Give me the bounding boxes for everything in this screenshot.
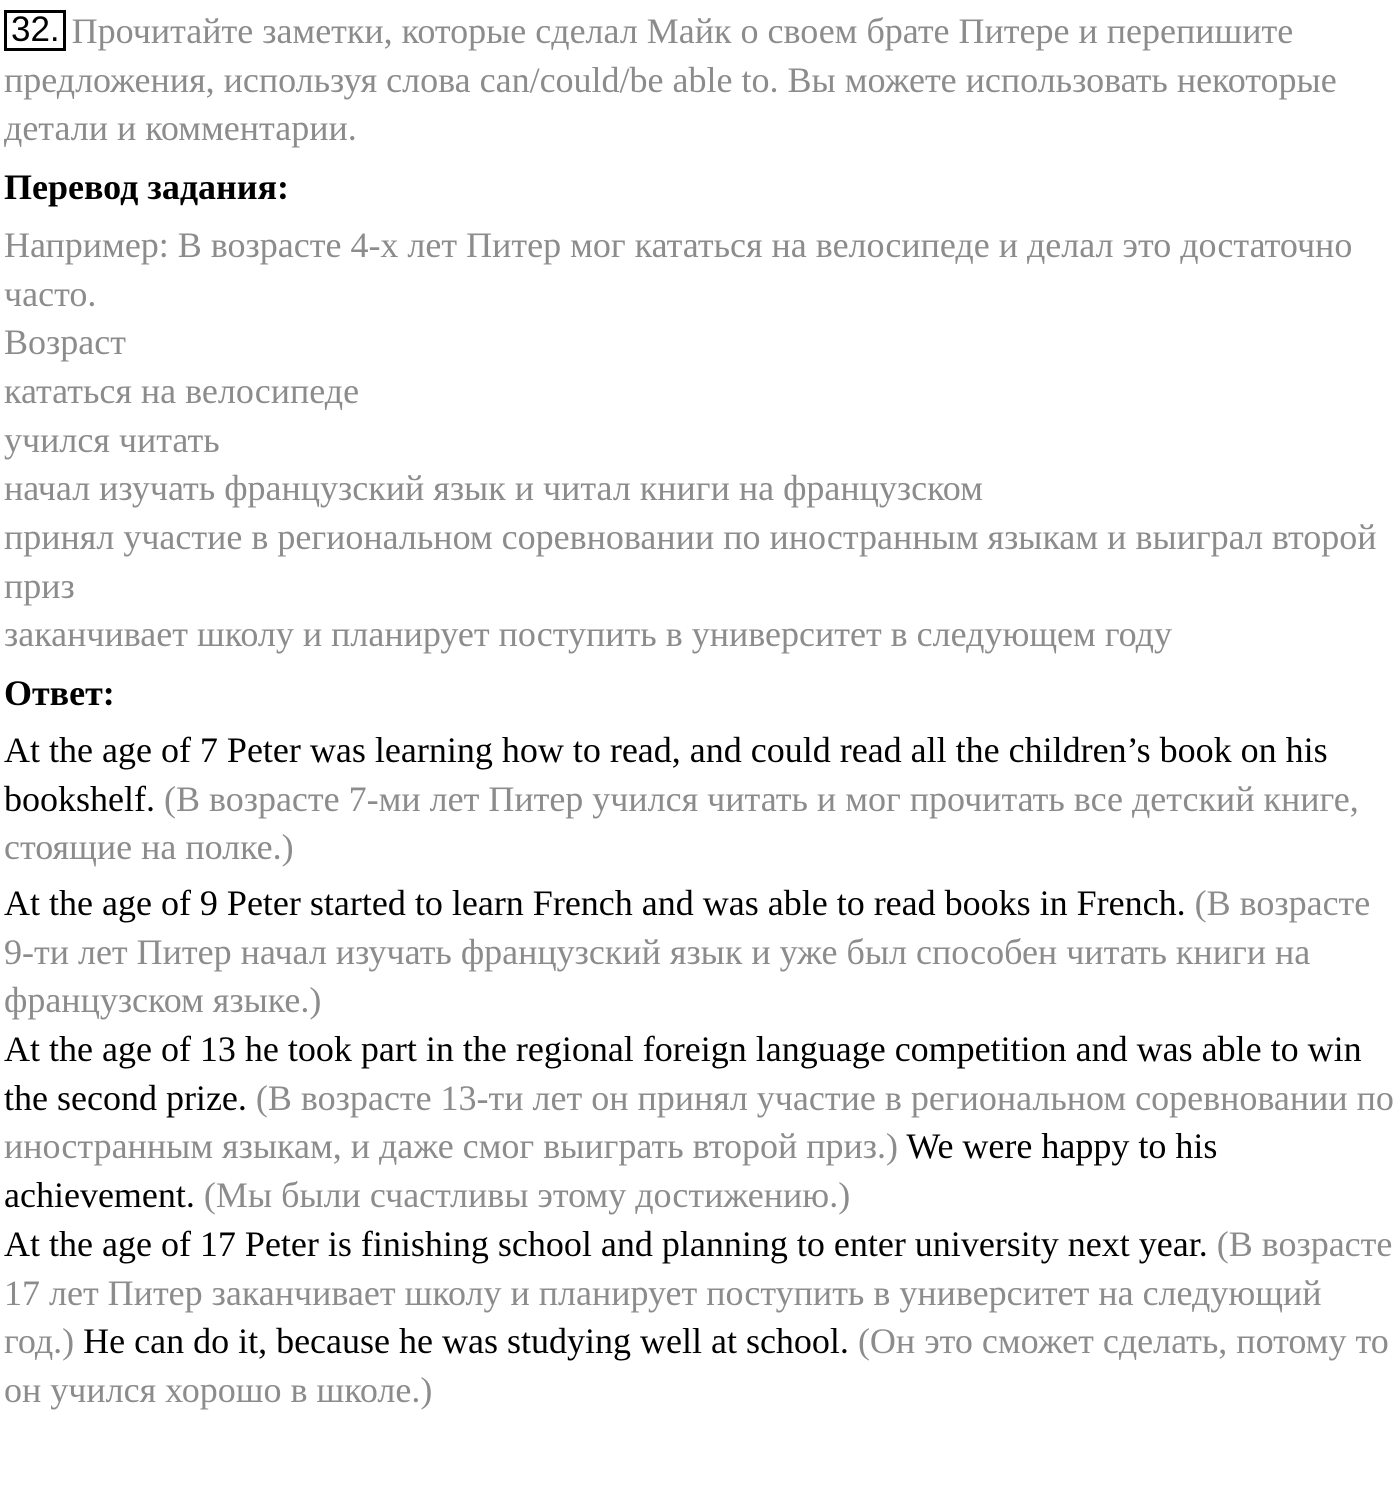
answer-heading: Ответ: bbox=[4, 673, 115, 714]
answer-paragraph-age-13 bbox=[4, 1025, 1396, 1220]
answer-ru-translation: (В возрасте 9-ти лет Питер начал изучать французский язык и уже был способен читать книги на французском языке.) bbox=[4, 882, 1371, 1021]
answer-en-sentence: At the age of 17 Peter is finishing school and planning to enter university next year. bbox=[4, 1223, 1208, 1264]
note-item-french: начал изучать французский язык и читал книги на французском bbox=[4, 468, 983, 509]
note-item-competition: принял участие в региональном соревновании по иностранным языкам и выиграл второй приз bbox=[4, 517, 1377, 606]
translation-notes-list bbox=[4, 318, 1396, 659]
translation-example: Например: В возрасте 4-х лет Питер мог кататься на велосипеде и делал это достаточно часто. bbox=[4, 224, 1353, 314]
task-instruction-block bbox=[4, 7, 1396, 153]
answer-ru-translation: (В возрасте 17 лет Питер заканчивает школу и планирует поступить в университет на следующий год.) bbox=[4, 1223, 1393, 1362]
answer-paragraph-age-17 bbox=[4, 1220, 1396, 1415]
answer-en-sentence: At the age of 7 Peter was learning how to read, and could read all the children’s book on his bookshelf. bbox=[4, 729, 1328, 819]
answer-paragraph-age-9 bbox=[4, 879, 1396, 1025]
answer-en-sentence: We were happy to his achievement. bbox=[4, 1126, 1218, 1216]
answer-ru-translation: (В возрасте 13-ти лет он принял участие в региональном соревновании по иностранным языкам, и даже смог выиграть второй приз.) bbox=[4, 1077, 1394, 1167]
task-number-box: 32. bbox=[4, 10, 66, 51]
answer-paragraph-age-7 bbox=[4, 726, 1396, 872]
note-item-university: заканчивает школу и планирует поступить в университет в следующем году bbox=[4, 614, 1172, 655]
answer-en-sentence: At the age of 9 Peter started to learn French and was able to read books in French. bbox=[4, 882, 1186, 923]
note-item-age: Возраст bbox=[4, 322, 126, 363]
answer-ru-translation: (Он это сможет сделать, потому то он учился хорошо в школе.) bbox=[4, 1321, 1389, 1410]
answer-ru-translation: (Мы были счастливы этому достижению.) bbox=[203, 1175, 851, 1216]
answer-en-sentence: He can do it, because he was studying well at school. bbox=[83, 1321, 849, 1362]
answer-ru-translation: (В возрасте 7-ми лет Питер учился читать и мог прочитать все детский книге, стоящие на полке.) bbox=[4, 778, 1359, 868]
answer-en-sentence: At the age of 13 he took part in the regional foreign language competition and was able to win the second prize. bbox=[4, 1029, 1362, 1118]
note-item-bicycle: кататься на велосипеде bbox=[4, 370, 360, 411]
translation-heading: Перевод задания: bbox=[4, 167, 289, 208]
note-item-reading: учился читать bbox=[4, 419, 220, 460]
task-instruction-text: Прочитайте заметки, которые сделал Майк о своем брате Питере и перепишите предложения, используя слова can/could/be able to. Вы можете использовать некоторые детали и комментарии. bbox=[4, 11, 1337, 149]
